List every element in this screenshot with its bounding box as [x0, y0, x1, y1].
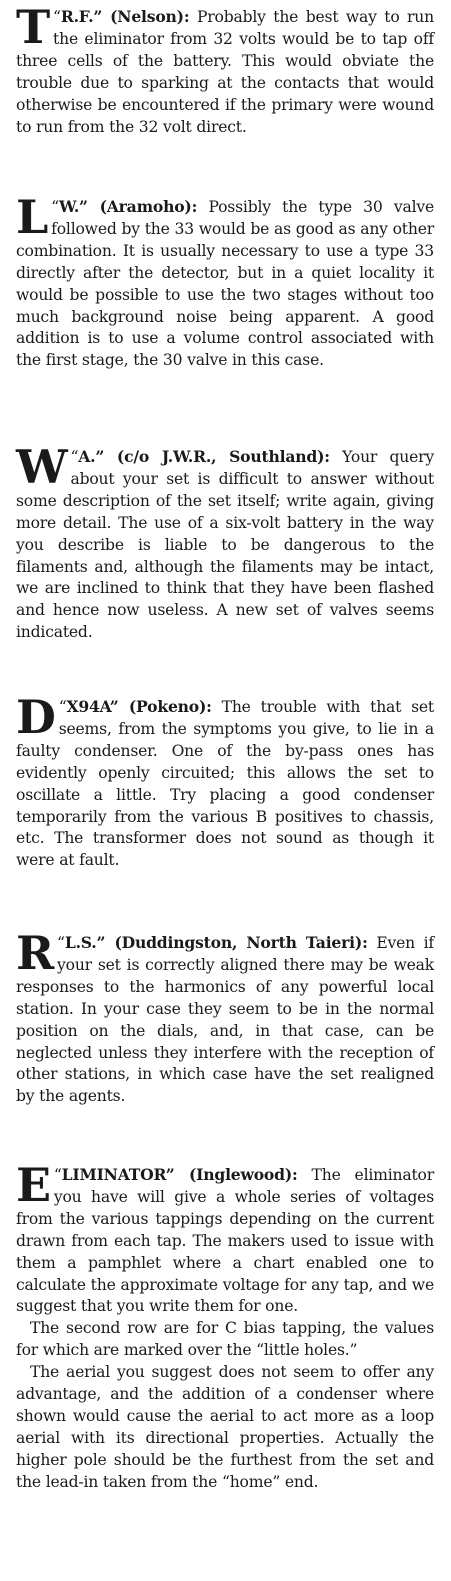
- answer-paragraph: [16, 690, 434, 872]
- answer-entry: [16, 0, 434, 138]
- answer-paragraph: [16, 1158, 434, 1318]
- answer-text: Even if your set is correctly aligned there may be weak responses to the harmonics of any powerful local station. In your case they seem to be in the normal position on the dials, and, in that case, can be neglected unless they interfere with the reception of other stations, in which case have the set realigned by the agents.: [16, 934, 435, 1106]
- answer-text: Your query about your set is difficult to answer without some description of the set itself; write again, giving more detail. The use of a six-volt battery in the way you describe is liable to be dangerous to the filaments and, although the filaments may be intact, we are inclined to think that they have been flashed and hence now useless. A new set of valves seems indicated.: [16, 448, 434, 642]
- answer-entry: [16, 440, 434, 644]
- drop-cap-initial: E: [16, 1158, 51, 1212]
- answer-entry: [16, 190, 435, 372]
- answer-text: The eliminator you have will give a whole series of voltages from the various tappings depending on the current drawn from each tap. The makers used to issue with them a pamphlet where a chart enabled one to calculate the approximate voltage for any tap, and we suggest that you write them for one.: [16, 1166, 434, 1316]
- answer-paragraph: The aerial you suggest does not seem to offer any advantage, and the addition of a condenser where shown would cause the aerial to act more as a loop aerial with its directional properties. Actually the higher pole should be the furthest from the set and the lead-in taken from the “home” end.: [16, 1363, 434, 1491]
- drop-cap-initial: L: [16, 190, 49, 244]
- open-quote: “: [53, 8, 61, 26]
- answer-text: Probably the best way to run the eliminator from 32 volts would be to tap off three cells of the battery. This would obviate the trouble due to sparking at the contacts that would otherwise be encountered if the primary were wound to run from the 32 volt direct.: [16, 8, 434, 136]
- correspondent-name: W.” (Aramoho):: [58, 197, 198, 216]
- correspondent-name: A.” (c/o J.W.R., Southland):: [78, 447, 330, 466]
- open-quote: “: [70, 448, 79, 466]
- correspondent-name: X94A” (Pokeno):: [66, 697, 212, 716]
- correspondent-name: R.F.” (Nelson):: [60, 7, 190, 26]
- drop-cap-initial: D: [16, 690, 56, 744]
- answer-paragraph: [16, 440, 434, 644]
- drop-cap-initial: W: [16, 440, 68, 494]
- answer-text: The trouble with that set seems, from the symptoms you give, to lie in a faulty condenser. One of the by-pass ones has evidently openly circuited; this allows the set to oscillate a little. Try placing a good condenser temporarily from the various B positives to chassis, etc. The transformer does not sound as though it were at fault.: [16, 698, 434, 870]
- answer-paragraph: The second row are for C bias tapping, the values for which are marked over the “little holes.”: [16, 1319, 434, 1360]
- drop-cap-initial: R: [16, 926, 55, 980]
- correspondent-name: LIMINATOR” (Inglewood):: [61, 1165, 298, 1184]
- open-quote: “: [58, 698, 67, 716]
- answer-paragraph: [16, 190, 435, 372]
- answer-paragraph: [16, 926, 435, 1108]
- answer-entry: [16, 690, 434, 872]
- open-quote: “: [51, 198, 59, 216]
- open-quote: “: [57, 934, 65, 952]
- open-quote: “: [53, 1166, 62, 1184]
- answer-entry: [16, 926, 435, 1108]
- drop-cap-initial: T: [16, 0, 51, 54]
- correspondent-name: L.S.” (Duddingston, North Taieri):: [64, 933, 368, 952]
- answer-text: Possibly the type 30 valve followed by the 33 would be as good as any other combination. It is usually necessary to use a type 33 directly after the detector, but in a quiet locality it would be possible to use the two stages without too much background noise being apparent. A good addition is to use a volume control associated with the first stage, the 30 valve in this case.: [16, 198, 435, 370]
- answer-paragraph: [16, 0, 434, 138]
- answer-entry: [16, 1158, 434, 1494]
